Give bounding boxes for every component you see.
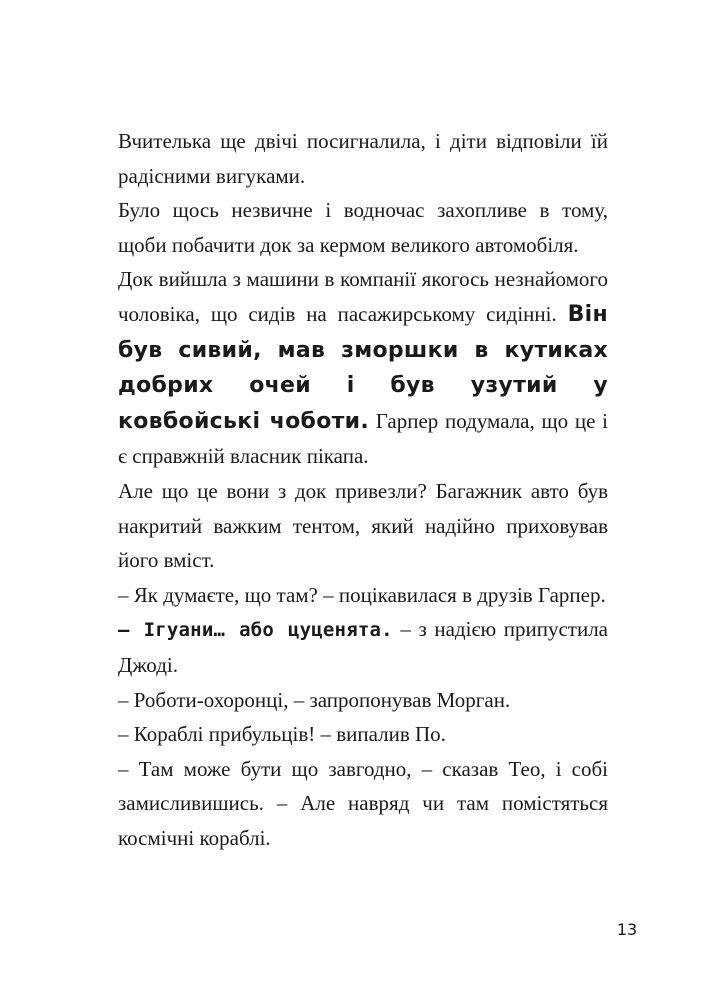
dialogue-jodi-emphasis: – Ігуани… або цуценята.: [118, 619, 393, 642]
dialogue-jodi-text-after: – з надією припустила Джоді.: [118, 617, 609, 677]
paragraph-3-text-before: Док вийшла з машини в компанії якогось незнайомого чоловіка, що сидів на пасажирському сидінні.: [118, 267, 608, 326]
dialogue-jodi: [118, 612, 608, 682]
paragraph-3: [118, 262, 608, 474]
paragraph-4: Але що це вони з док привезли? Багажник авто був накритий важким тентом, який надійно приховував його вміст.: [118, 478, 608, 573]
dialogue-morgan: – Роботи-охоронці, – запропонував Морган.: [118, 687, 511, 712]
page-number: 13: [616, 920, 638, 939]
paragraph-3-text-after: Гарпер подумала, що це і є справжній власник пікапа.: [118, 408, 608, 469]
body-text: [118, 124, 608, 855]
dialogue-teo: – Там може бути що завгодно, – сказав Тео, і собі замисливишись. – Але навряд чи там помістяться космічні кораблі.: [118, 756, 608, 850]
paragraph-1: Вчителька ще двічі посигналила, і діти відповіли їй радісними вигуками.: [118, 129, 608, 188]
dialogue-po: – Кораблі прибульців! – випалив По.: [118, 722, 446, 747]
dialogue-harper: – Як думаєте, що там? – поцікавилася в друзів Гарпер.: [118, 582, 606, 607]
paragraph-2: Було щось незвичне і водночас захопливе в тому, щоби побачити док за кермом великого автомобіля.: [118, 198, 608, 257]
paragraph-3-emphasis: Він був сивий, мав зморшки в кутиках добрих очей і був узутий у ковбойські чоботи.: [118, 301, 608, 434]
